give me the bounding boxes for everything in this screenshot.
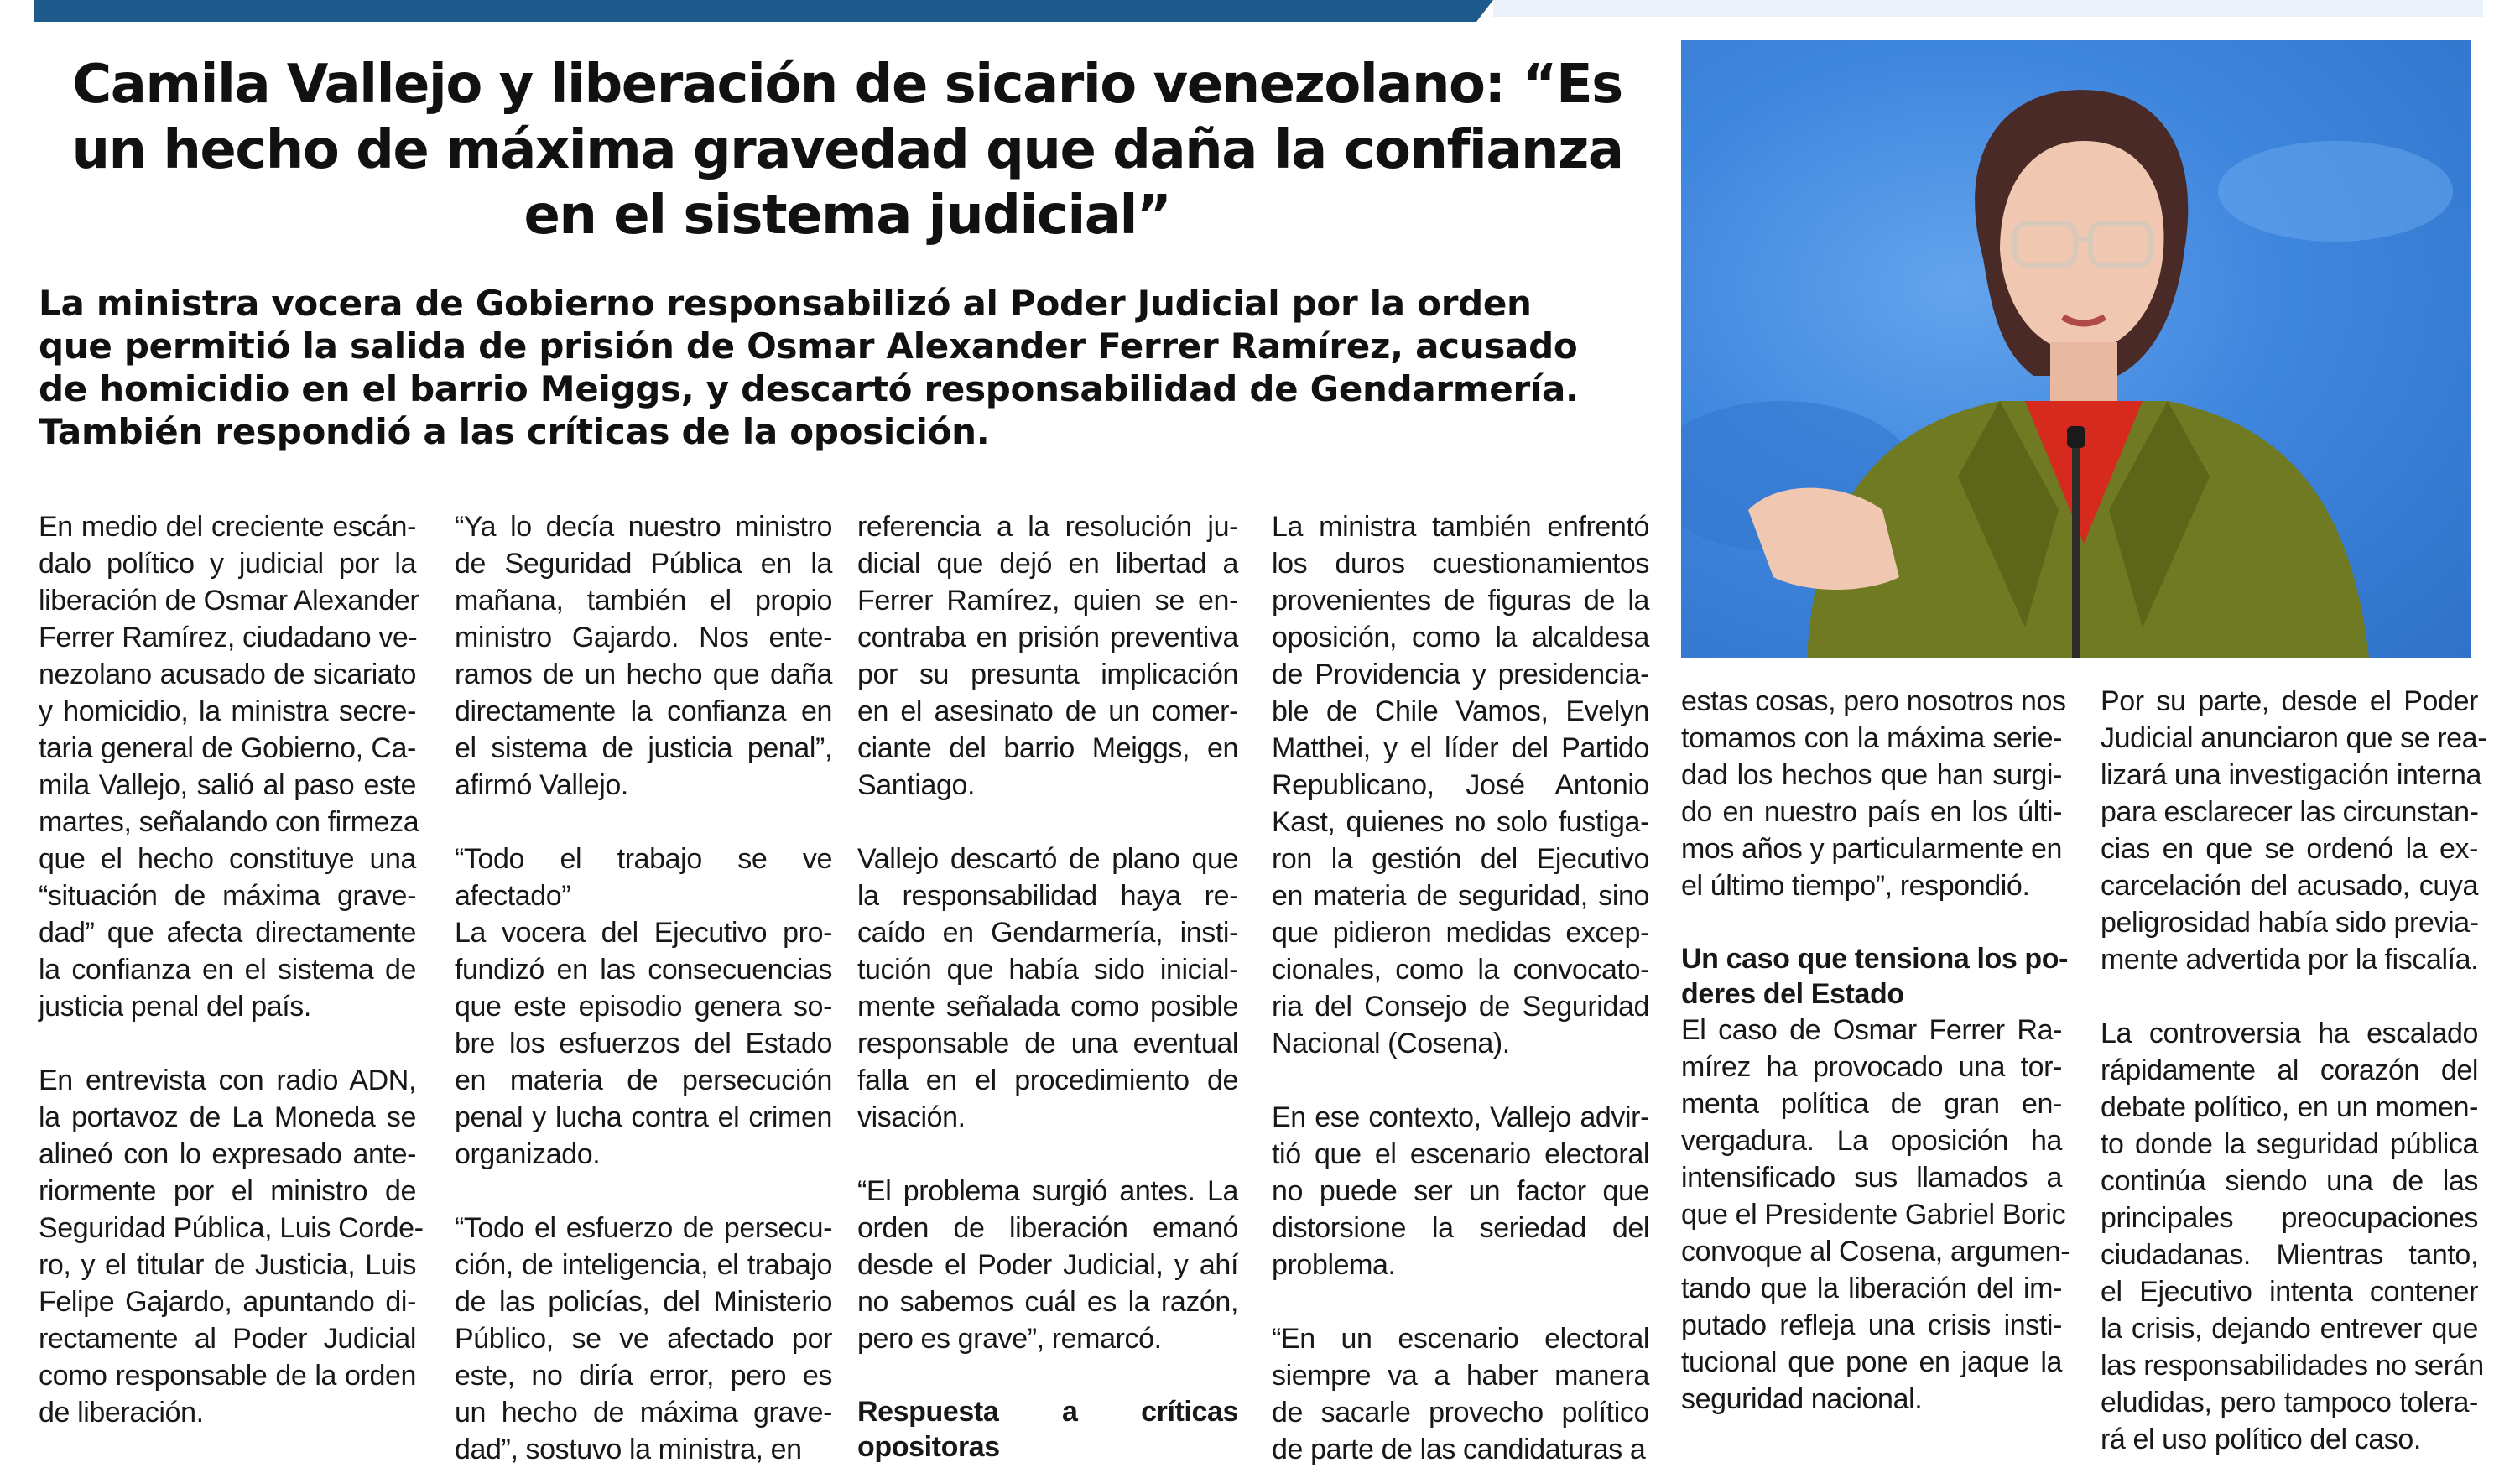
article-paragraph <box>455 508 832 804</box>
paragraph-line: Nacional (Cosena). <box>1272 1028 1510 1059</box>
paragraph-line: estas cosas, pero nosotros nos <box>1681 685 2066 717</box>
paragraph-line: dad los hechos que han surgi- <box>1681 759 2062 791</box>
article-column-2 <box>455 508 832 1473</box>
paragraph-line: de sacarle provecho político <box>1272 1397 1649 1429</box>
paragraph-line: directamente la confianza en <box>455 695 832 727</box>
article-paragraph <box>857 1173 1238 1357</box>
paragraph-line: En ese contexto, Vallejo advir- <box>1272 1101 1649 1133</box>
paragraph-line: ción, de inteligencia, el trabajo <box>455 1249 832 1281</box>
paragraph-line: Kast, quienes no solo fustiga- <box>1272 806 1649 838</box>
article-paragraph <box>2101 1015 2484 1458</box>
paragraph-line: menta política de gran en- <box>1681 1088 2062 1120</box>
paragraph-line: Respuesta a críticas <box>857 1396 1238 1428</box>
paragraph-line: opositoras <box>857 1431 1000 1463</box>
paragraph-line: tando que la liberación del im- <box>1681 1273 2062 1304</box>
top-banner-bar <box>34 0 1493 22</box>
paragraph-line: Judicial anunciaron que se rea- <box>2101 722 2487 754</box>
paragraph-line: “En un escenario electoral <box>1272 1323 1649 1355</box>
paragraph-line: distorsione la seriedad del <box>1272 1212 1649 1244</box>
paragraph-line: penal y lucha contra el crimen <box>455 1101 832 1133</box>
paragraph-line: liberación de Osmar Alexander <box>39 585 419 617</box>
paragraph-line: “Todo el trabajo se ve <box>455 843 832 875</box>
paragraph-line: martes, señalando con firmeza <box>39 806 419 838</box>
article-photo <box>1681 40 2471 658</box>
paragraph-line: Un caso que tensiona los po- <box>1681 943 2069 975</box>
paragraph-line: problema. <box>1272 1249 1396 1281</box>
paragraph-line: cionales, como la convocato- <box>1272 954 1649 986</box>
paragraph-line: mañana, también el propio <box>455 585 832 617</box>
paragraph-line: La vocera del Ejecutivo pro- <box>455 917 832 949</box>
paragraph-line: referencia a la resolución ju- <box>857 511 1238 543</box>
paragraph-line: “Todo el esfuerzo de persecu- <box>455 1212 832 1244</box>
paragraph-line: falla en el procedimiento de <box>857 1064 1238 1096</box>
paragraph-line: ministro Gajardo. Nos ente- <box>455 622 832 653</box>
paragraph-line: lizará una investigación interna <box>2101 759 2482 791</box>
paragraph-line: justicia penal del país. <box>39 991 311 1023</box>
paragraph-line: debate político, en un momen- <box>2101 1091 2478 1123</box>
paragraph-line: Santiago. <box>857 769 976 801</box>
paragraph-line: peligrosidad había sido previa- <box>2101 907 2479 939</box>
article-paragraph <box>455 841 832 1173</box>
paragraph-line: dalo político y judicial por la <box>39 548 416 580</box>
paragraph-line: este, no diría error, pero es <box>455 1360 832 1392</box>
paragraph-line: siempre va a haber manera <box>1272 1360 1649 1392</box>
paragraph-line: to donde la seguridad pública <box>2101 1128 2478 1160</box>
paragraph-line: En medio del creciente escán- <box>39 511 416 543</box>
top-banner-light <box>1493 0 2483 17</box>
paragraph-line: do en nuestro país en los últi- <box>1681 796 2062 828</box>
paragraph-line: riormente por el ministro de <box>39 1175 416 1207</box>
lede-line: También respondió a las críticas de la oposición. <box>39 411 990 452</box>
portrait-illustration <box>1681 40 2471 658</box>
paragraph-line: eludidas, pero tampoco tolera- <box>2101 1387 2478 1418</box>
paragraph-line: la portavoz de La Moneda se <box>39 1101 416 1133</box>
paragraph-line: el Ejecutivo intenta contener <box>2101 1276 2478 1308</box>
paragraph-line: de liberación. <box>39 1397 204 1429</box>
paragraph-line: nezolano acusado de sicariato <box>39 658 416 690</box>
article-paragraph <box>1272 1320 1649 1468</box>
paragraph-line: La ministra también enfrentó <box>1272 511 1649 543</box>
paragraph-line: y homicidio, la ministra secre- <box>39 695 416 727</box>
paragraph-line: que este episodio genera so- <box>455 991 832 1023</box>
lede-line: La ministra vocera de Gobierno responsabilizó al Poder Judicial por la orden <box>39 283 1532 324</box>
paragraph-line: de Seguridad Pública en la <box>455 548 832 580</box>
paragraph-line: orden de liberación emanó <box>857 1212 1238 1244</box>
paragraph-line: la responsabilidad haya re- <box>857 880 1238 912</box>
paragraph-line: Por su parte, desde el Poder <box>2101 685 2478 717</box>
paragraph-line: para esclarecer las circunstan- <box>2101 796 2479 828</box>
paragraph-line: afectado” <box>455 880 571 912</box>
paragraph-line: alineó con lo expresado ante- <box>39 1138 416 1170</box>
paragraph-line: en materia de seguridad, sino <box>1272 880 1649 912</box>
headline <box>34 52 1661 248</box>
paragraph-line: intensificado sus llamados a <box>1681 1162 2062 1194</box>
paragraph-line: bre los esfuerzos del Estado <box>455 1028 832 1059</box>
paragraph-line: La controversia ha escalado <box>2101 1018 2478 1049</box>
paragraph-line: responsable de una eventual <box>857 1028 1238 1059</box>
paragraph-line: no sabemos cuál es la razón, <box>857 1286 1238 1318</box>
paragraph-line: como responsable de la orden <box>39 1360 416 1392</box>
article-paragraph <box>39 1062 424 1431</box>
paragraph-line: tomamos con la máxima serie- <box>1681 722 2062 754</box>
section-subheading <box>1681 941 2069 1012</box>
paragraph-line: rá el uso político del caso. <box>2101 1424 2421 1455</box>
paragraph-line: por su presunta implicación <box>857 658 1238 690</box>
paragraph-line: que el Presidente Gabriel Boric <box>1681 1199 2066 1231</box>
headline-line: en el sistema judicial” <box>523 185 1171 247</box>
paragraph-line: pero es grave”, remarcó. <box>857 1323 1162 1355</box>
paragraph-line: “El problema surgió antes. La <box>857 1175 1238 1207</box>
paragraph-line: ramos de un hecho que daña <box>455 658 832 690</box>
paragraph-line: Ferrer Ramírez, ciudadano ve- <box>39 622 418 653</box>
paragraph-line: que el hecho constituye una <box>39 843 416 875</box>
article-paragraph <box>39 508 419 1025</box>
paragraph-line: de Providencia y presidencia- <box>1272 658 1649 690</box>
paragraph-line: tió que el escenario electoral <box>1272 1138 1649 1170</box>
paragraph-line: contraba en prisión preventiva <box>857 622 1238 653</box>
paragraph-line: “Ya lo decía nuestro ministro <box>455 511 832 543</box>
paragraph-line: Matthei, y el líder del Partido <box>1272 732 1649 764</box>
lede-line: de homicidio en el barrio Meiggs, y descartó responsabilidad de Gendarmería. <box>39 368 1579 409</box>
paragraph-line: los duros cuestionamientos <box>1272 548 1649 580</box>
paragraph-line: seguridad nacional. <box>1681 1383 1923 1415</box>
paragraph-line: mírez ha provocado una tor- <box>1681 1051 2062 1083</box>
paragraph-line: mente señalada como posible <box>857 991 1238 1023</box>
headline-line: un hecho de máxima gravedad que daña la confianza <box>71 119 1623 181</box>
article-paragraph <box>1272 508 1649 1062</box>
paragraph-line: mente advertida por la fiscalía. <box>2101 944 2479 976</box>
paragraph-line: las responsabilidades no serán <box>2101 1350 2484 1382</box>
paragraph-line: ciante del barrio Meiggs, en <box>857 732 1238 764</box>
paragraph-line: dicial que dejó en libertad a <box>857 548 1238 580</box>
paragraph-line: fundizó en las consecuencias <box>455 954 832 986</box>
section-subheading <box>857 1394 1238 1465</box>
paragraph-line: afirmó Vallejo. <box>455 769 628 801</box>
paragraph-line: Felipe Gajardo, apuntando di- <box>39 1286 416 1318</box>
paragraph-line: ciudadanas. Mientras tanto, <box>2101 1239 2478 1271</box>
paragraph-line: Vallejo descartó de plano que <box>857 843 1238 875</box>
lede-line: que permitió la salida de prisión de Osmar Alexander Ferrer Ramírez, acusado <box>39 325 1578 367</box>
paragraph-line: Seguridad Pública, Luis Corde- <box>39 1212 424 1244</box>
paragraph-line: taria general de Gobierno, Ca- <box>39 732 416 764</box>
paragraph-line: continúa siendo una de las <box>2101 1165 2478 1197</box>
paragraph-line: caído en Gendarmería, insti- <box>857 917 1238 949</box>
paragraph-line: el sistema de justicia penal”, <box>455 732 832 764</box>
paragraph-line: no puede ser un factor que <box>1272 1175 1649 1207</box>
paragraph-line: rectamente al Poder Judicial <box>39 1323 416 1355</box>
paragraph-line: ron la gestión del Ejecutivo <box>1272 843 1649 875</box>
paragraph-line: la crisis, dejando entrever que <box>2101 1313 2478 1345</box>
paragraph-line: dad” que afecta directamente <box>39 917 416 949</box>
article-paragraph <box>857 841 1238 1136</box>
paragraph-line: oposición, como la alcaldesa <box>1272 622 1649 653</box>
paragraph-line: ro, y el titular de Justicia, Luis <box>39 1249 416 1281</box>
paragraph-line: “situación de máxima grave- <box>39 880 416 912</box>
paragraph-line: ria del Consejo de Seguridad <box>1272 991 1649 1023</box>
article-paragraph <box>1272 1099 1649 1283</box>
paragraph-line: El caso de Osmar Ferrer Ra- <box>1681 1014 2062 1046</box>
article-paragraph <box>857 508 1238 804</box>
paragraph-line: mos años y particularmente en <box>1681 833 2062 865</box>
paragraph-line: de parte de las candidaturas a <box>1272 1434 1646 1465</box>
paragraph-line: el último tiempo”, respondió. <box>1681 870 2030 902</box>
paragraph-line: tución que había sido inicial- <box>857 954 1238 986</box>
lede <box>39 282 1674 453</box>
article-column-1 <box>39 508 424 1468</box>
article-column-6 <box>2101 683 2487 1473</box>
paragraph-line: convoque al Cosena, argumen- <box>1681 1236 2070 1267</box>
article-column-5 <box>1681 683 2070 1455</box>
article-column-3 <box>857 508 1238 1465</box>
paragraph-line: principales preocupaciones <box>2101 1202 2478 1234</box>
paragraph-line: la confianza en el sistema de <box>39 954 416 986</box>
paragraph-line: vergadura. La oposición ha <box>1681 1125 2062 1157</box>
headline-line: Camila Vallejo y liberación de sicario venezolano: “Es <box>72 54 1622 116</box>
paragraph-line: organizado. <box>455 1138 601 1170</box>
paragraph-line: carcelación del acusado, cuya <box>2101 870 2478 902</box>
paragraph-line: Republicano, José Antonio <box>1272 769 1649 801</box>
paragraph-line: desde el Poder Judicial, y ahí <box>857 1249 1238 1281</box>
paragraph-line: que pidieron medidas excep- <box>1272 917 1649 949</box>
paragraph-line: Público, se ve afectado por <box>455 1323 832 1355</box>
paragraph-line: tucional que pone en jaque la <box>1681 1346 2062 1378</box>
paragraph-line: En entrevista con radio ADN, <box>39 1064 416 1096</box>
paragraph-line: putado refleja una crisis insti- <box>1681 1309 2062 1341</box>
paragraph-line: provenientes de figuras de la <box>1272 585 1649 617</box>
article-paragraph <box>1681 1012 2070 1418</box>
article-paragraph <box>455 1210 832 1468</box>
paragraph-line: rápidamente al corazón del <box>2101 1054 2478 1086</box>
article-column-4 <box>1272 508 1649 1473</box>
paragraph-line: en el asesinato de un comer- <box>857 695 1238 727</box>
paragraph-line: dad”, sostuvo la ministra, en <box>455 1434 802 1465</box>
paragraph-line: visación. <box>857 1101 966 1133</box>
paragraph-line: ble de Chile Vamos, Evelyn <box>1272 695 1649 727</box>
article-paragraph <box>2101 683 2487 978</box>
paragraph-line: deres del Estado <box>1681 978 1904 1010</box>
paragraph-line: cias en que se ordenó la ex- <box>2101 833 2478 865</box>
article-paragraph <box>1681 683 2066 904</box>
paragraph-line: de las policías, del Ministerio <box>455 1286 832 1318</box>
paragraph-line: mila Vallejo, salió al paso este <box>39 769 416 801</box>
paragraph-line: un hecho de máxima grave- <box>455 1397 832 1429</box>
paragraph-line: en materia de persecución <box>455 1064 832 1096</box>
paragraph-line: Ferrer Ramírez, quien se en- <box>857 585 1238 617</box>
